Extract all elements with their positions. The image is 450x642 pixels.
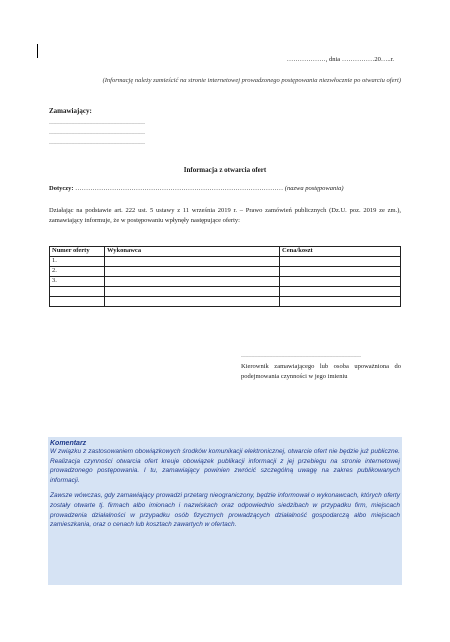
table-row xyxy=(50,267,401,277)
table-cell xyxy=(280,287,401,297)
table-row xyxy=(50,297,401,307)
dotyczy-line xyxy=(49,185,343,192)
table-header-row xyxy=(50,247,401,257)
zamawiajacy-line-2: ………………………………………… xyxy=(49,130,145,136)
table-cell xyxy=(280,267,401,277)
dotyczy-dots: …………………………………………………………………………………… xyxy=(75,185,284,192)
table-row xyxy=(50,287,401,297)
table-cell xyxy=(105,297,280,307)
signature-caption: Kierownik zamawiającego lub osoba upoważniona do podejmowania czynności w jego imieniu xyxy=(241,363,401,380)
dotyczy-hint: (nazwa postępowania) xyxy=(284,185,344,192)
comment-box xyxy=(48,437,402,585)
table-cell: 1. xyxy=(50,257,105,267)
table-cell xyxy=(50,287,105,297)
table-cell xyxy=(105,287,280,297)
comment-paragraph-1: W związku z zastosowaniem obowiązkowych środków komunikacji elektronicznej, otwarcie ofert nie będzie już publiczne. Realizacja czynności otwarcia ofert kreuje obowiązek publikacji informacji z jej przebiegu na stronie internetowej prowadzonego postępowania. I tu, zamawiający powinien zwrócić szczególną uwagę na zakres publikowanych informacji. xyxy=(50,448,400,484)
date-line: ………………, dnia ……………20…..r. xyxy=(286,56,394,63)
header-contractor: Wykonawca xyxy=(105,247,280,257)
legal-basis-paragraph: Działając na podstawie art. 222 ust. 5 ustawy z 11 września 2019 r. – Prawo zamówień publicznych (Dz.U. poz. 2019 ze zm.), zamawiający informuje, że w postępowaniu wpłynęły następujące oferty: xyxy=(49,207,401,224)
table-row xyxy=(50,257,401,267)
table-cell xyxy=(280,277,401,287)
zamawiajacy-label: Zamawiający: xyxy=(49,107,92,115)
publication-note: (Informację należy zamieścić na stronie internetowej prowadzonego postępowania niezwłocznie po otwarciu ofert) xyxy=(102,77,401,84)
zamawiajacy-line-1: ………………………………………… xyxy=(49,120,145,126)
offers-table xyxy=(49,246,401,307)
table-cell xyxy=(105,257,280,267)
comment-title: Komentarz xyxy=(50,440,87,447)
table-cell xyxy=(105,277,280,287)
header-price: Cena/koszt xyxy=(280,247,401,257)
signature-dots: …………………………………………………… xyxy=(241,353,361,359)
table-cell: 3. xyxy=(50,277,105,287)
table-cell xyxy=(280,257,401,267)
dotyczy-label: Dotyczy: xyxy=(49,185,74,192)
header-offer-number: Numer oferty xyxy=(50,247,105,257)
document-title: Informacja z otwarcia ofert xyxy=(183,166,267,174)
table-cell: 2. xyxy=(50,267,105,277)
table-row xyxy=(50,277,401,287)
table-cell xyxy=(105,267,280,277)
table-cell xyxy=(50,297,105,307)
table-cell xyxy=(280,297,401,307)
zamawiajacy-line-3: ………………………………………… xyxy=(49,140,145,146)
comment-paragraph-2: Zawsze wówczas, gdy zamawiający prowadzi przetarg nieograniczony, będzie informował o wykonawcach, których oferty zostały otwarte tj. firmach albo imionach i nazwiskach oraz odpowiednio siedzibach w przypadku firm, miejscach prowadzenia działalności w przypadku osób fizycznych prowadzących działalność gospodarczą albo miejscach zamieszkania, oraz o cenach lub kosztach zawartych w ofertach. xyxy=(50,492,400,529)
text-cursor xyxy=(37,44,38,58)
